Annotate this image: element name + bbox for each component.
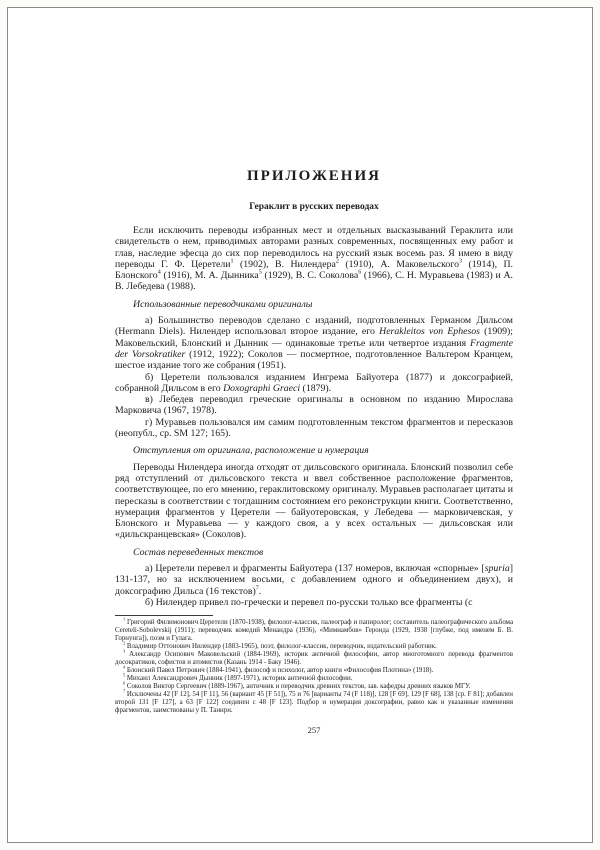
footnote-number: 2 — [123, 640, 126, 646]
footnote — [115, 672, 513, 683]
footnote-number: 4 — [123, 664, 126, 670]
footnote-text: Исключены 42 [F 12], 54 [F 11], 56 (вариант 45 [F 51]), 75 и 76 [варианты 74 (F 118)], 128 [F 69], 129 [F 68], 138 [ср. F 81]; добавлен второй 131 [F 127], а 63 [F 122] соединен с 48 [F 123]. Подбор и нумерация доксографии, равно как и указанные изменения фрагментов, заимствованы у П. Таннри. — [115, 691, 513, 715]
footnote-text: Александр Осипович Маковельский (1884-1969), историк античной философии, автор многотомного перевода фрагментов досократиков, софистов и атомистов (Казань 1914 - Баку 1946). — [115, 651, 513, 667]
text-run: (1929), В. С. Соколова — [261, 270, 359, 282]
footnote-ref: 7 — [255, 585, 259, 592]
footnotes — [115, 616, 513, 715]
paragraph — [115, 315, 513, 371]
paragraph — [115, 417, 513, 440]
scanned-page — [7, 7, 593, 843]
page-content — [115, 168, 513, 735]
paragraph — [115, 597, 513, 608]
text-run: (1912, 1922); Соколов — посмертное, подготовленное Вальтером Кранцем, шестое издание того же собрания (1951). — [115, 348, 513, 372]
footnote-ref: 6 — [358, 269, 362, 276]
text-run: в) Лебедев переводил греческие оригиналы в основном по изданию Мирослава Марковича (1967, 1978). — [115, 394, 513, 417]
body-paragraphs — [115, 225, 513, 608]
paragraph — [115, 225, 513, 293]
text-run: (1966), С. Н. Муравьева (1983) и А. В. Лебедева (1988). — [115, 270, 513, 293]
footnote-text: Блонский Павел Петрович (1884-1941), философ и психолог, автор книги «Философия Плотина» (1918). — [125, 667, 434, 675]
footnote-ref: 2 — [335, 258, 339, 265]
footnote-text: Григорий Филимонович Церетели (1870-1938), филолог-классик, палеограф и папиролог; составитель палеографического альбома Cereteli-Sobolevskij (1911); переводчик комедий Менандра (1936), «Мимиамбов» Геронда (1929, 1938 [глубже, под именем Б. В. Горнунга]), поэм и Гулага. — [115, 619, 513, 643]
footnote — [115, 680, 513, 691]
paragraph — [115, 563, 513, 597]
paragraph — [115, 394, 513, 417]
text-run: Herakleitos von Ephesos — [379, 326, 480, 338]
page-title: ПРИЛОЖЕНИЯ — [247, 168, 381, 184]
page-number: 257 — [307, 725, 321, 736]
footnote-ref: 5 — [258, 269, 262, 276]
text-run: Состав переведенных текстов — [133, 546, 264, 558]
footnote-ref: 3 — [458, 258, 463, 265]
text-run: а) Большинство переводов сделано с изданий, подготовленных Германом Дильсом (Hermann Diels). Нилендер использовал второе издание, его — [115, 315, 513, 338]
text-run: Отступления от оригинала, расположение и нумерация — [133, 445, 369, 457]
section-heading — [133, 547, 513, 558]
text-run: spuria — [484, 563, 510, 575]
section-heading — [133, 445, 513, 456]
footnote-number: 3 — [123, 648, 126, 654]
text-run: б) Церетели пользовался изданием Ингрема Байуотера (1877) и доксографией, собранной Дильсом в его — [115, 371, 513, 394]
text-run: (1909); Маковельский, Блонский и Дынник — одинаковые третье или четвертое издания — [115, 326, 513, 349]
footnote-number: 7 — [123, 688, 126, 694]
section-subtitle: Гераклит в русских переводах — [249, 202, 379, 212]
footnote-ref: 4 — [157, 269, 161, 276]
text-run: (1902), В. Нилендера — [233, 258, 336, 270]
text-run: Fragmente der Vorsokratiker — [115, 337, 513, 360]
text-run: (1914), П. Блонского — [115, 258, 513, 282]
paragraph — [115, 462, 513, 541]
text-run: Переводы Нилендера иногда отходят от дильсовского оригинала. Блонский позволил себе ряд отступлений от дильсовского текста и ввел собственное расположение фрагментов, соответствующее, по его мнению, гераклитовскому оригиналу. Муравьев располагает цитаты и пересказы в соответствии с тогдашним состоянием его реконструкции книги. Соответственно, нумерация фрагментов у Церетели — байуотеровская, у Лебедева — марковичевская, у Блонского и Муравьева — у каждого своя, а у всех остальных — дильсовская или «дильскранцевская» (Соколов). — [115, 461, 513, 541]
text-run: б) Нилендер привел по-гречески и перевел по-русски только все фрагменты (с — [145, 596, 473, 608]
text-run: а) Церетели перевел и фрагменты Байуотера (137 номеров, включая «спорные» [ — [145, 563, 485, 575]
text-run: Если исключить переводы избранных мест и отдельных высказываний Гераклита или свидетельств о нем, приводимых авторами разных современных, посвященных ему работ и глав, наследие эфесца до сих пор переводилось на русский язык восемь раз. Я имею в виду переводы Г. Ф. Церетели — [115, 225, 513, 270]
footnote-number: 5 — [123, 672, 126, 678]
section-heading — [133, 299, 513, 310]
footnote-text: Владимир Оттонович Нилендер (1883-1965), поэт, филолог-классик, переводчик, издательский работник. — [125, 643, 437, 651]
footnote-text: Михаил Александрович Дынник (1897-1971), историк античной философии. — [125, 675, 353, 683]
text-run: Doxographi Graeci — [223, 382, 301, 394]
footnote — [115, 640, 513, 651]
footnote-ref: 1 — [230, 258, 234, 265]
footnote — [115, 688, 513, 715]
text-run: (1879). — [300, 382, 332, 394]
text-run: (1916), М. А. Дынника — [160, 270, 259, 282]
footnote-separator — [115, 615, 213, 616]
text-run: Использованные переводчиками оригиналы — [133, 298, 313, 310]
paragraph — [115, 372, 513, 395]
footnote — [115, 616, 513, 643]
text-run: ] 131-137, но за исключением восьми, с добавлением одного и объединением двух), и доксографию Дильса (16 текстов) — [115, 563, 513, 597]
footnote-text: Соколов Виктор Сергеевич (1889-1967), античник и переводчик древних текстов, зав. кафедры древних языков МГУ. — [125, 683, 471, 691]
footnote — [115, 648, 513, 667]
footnote-number: 6 — [123, 680, 126, 686]
text-run: г) Муравьев пользовался им самим подготовленным текстом фрагментов и пересказов (неопубл., ср. SM 127; 165). — [115, 416, 513, 440]
text-run: (1910), А. Маковельского — [338, 258, 459, 270]
footnote-number: 1 — [123, 616, 126, 622]
footnote — [115, 664, 513, 675]
text-run: . — [258, 585, 262, 597]
